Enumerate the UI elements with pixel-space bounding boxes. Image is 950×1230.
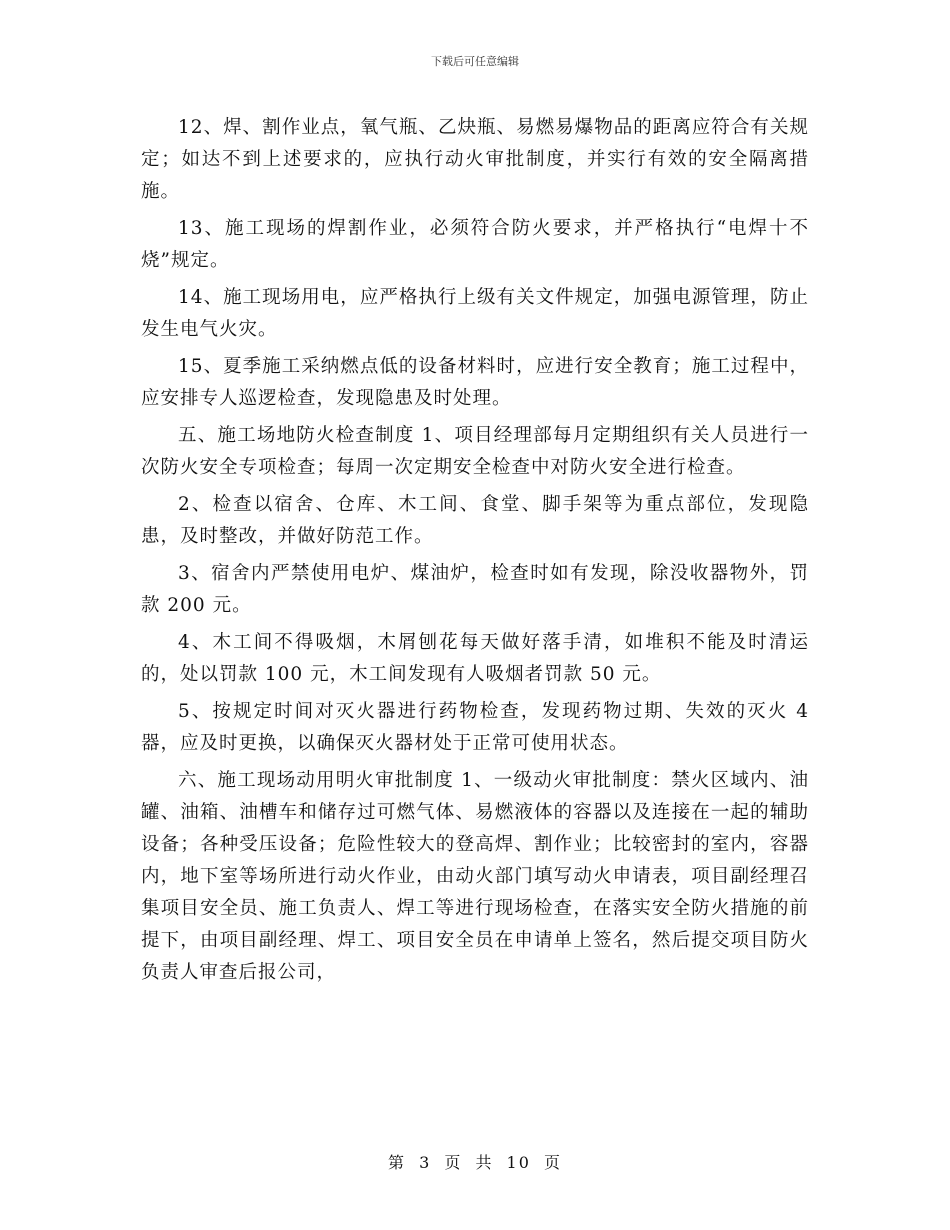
page-number: 第 3 页 共 10 页 (388, 1153, 562, 1172)
paragraph-check-3: 3、宿舍内严禁使用电炉、煤油炉，检查时如有发现，除没收器物外，罚款 200 元。 (141, 563, 809, 616)
paragraph-item-14: 14、施工现场用电，应严格执行上级有关文件规定，加强电源管理，防止发生电气火灾。 (141, 287, 809, 340)
document-body (141, 112, 809, 994)
paragraph-item-13: 13、施工现场的焊割作业，必须符合防火要求，并严格执行“电焊十不烧”规定。 (141, 218, 809, 271)
paragraph-check-4: 4、木工间不得吸烟，木屑刨花每天做好落手清，如堆积不能及时清运的，处以罚款 100 元，木工间发现有人吸烟者罚款 50 元。 (141, 632, 809, 685)
paragraph-check-2: 2、检查以宿舍、仓库、木工间、食堂、脚手架等为重点部位，发现隐患，及时整改，并做好防范工作。 (141, 494, 809, 547)
paragraph-item-12: 12、焊、割作业点，氧气瓶、乙炔瓶、易燃易爆物品的距离应符合有关规定；如达不到上述要求的，应执行动火审批制度，并实行有效的安全隔离措施。 (141, 117, 809, 202)
paragraph-item-15: 15、夏季施工采纳燃点低的设备材料时，应进行安全教育；施工过程中，应安排专人巡逻检查，发现隐患及时处理。 (141, 356, 809, 409)
paragraph-check-5: 5、按规定时间对灭火器进行药物检查，发现药物过期、失效的灭火 4 器，应及时更换，以确保灭火器材处于正常可使用状态。 (141, 701, 809, 754)
page-header-note: 下载后可任意编辑 (431, 55, 519, 68)
paragraph-section-5: 五、施工场地防火检查制度 1、项目经理部每月定期组织有关人员进行一次防火安全专项检查；每周一次定期安全检查中对防火安全进行检查。 (141, 425, 809, 478)
paragraph-section-6: 六、施工现场动用明火审批制度 1、一级动火审批制度：禁火区域内、油罐、油箱、油槽车和储存过可燃气体、易燃液体的容器以及连接在一起的辅助设备；各种受压设备；危险性较大的登高焊、割作业；比较密封的室内，容器内，地下室等场所进行动火作业，由动火部门填写动火申请表，项目副经理召集项目安全员、施工负责人、焊工等进行现场检查，在落实安全防火措施的前提下，由项目副经理、焊工、项目安全员在申请单上签名，然后提交项目防火负责人审查后报公司， (141, 770, 809, 983)
